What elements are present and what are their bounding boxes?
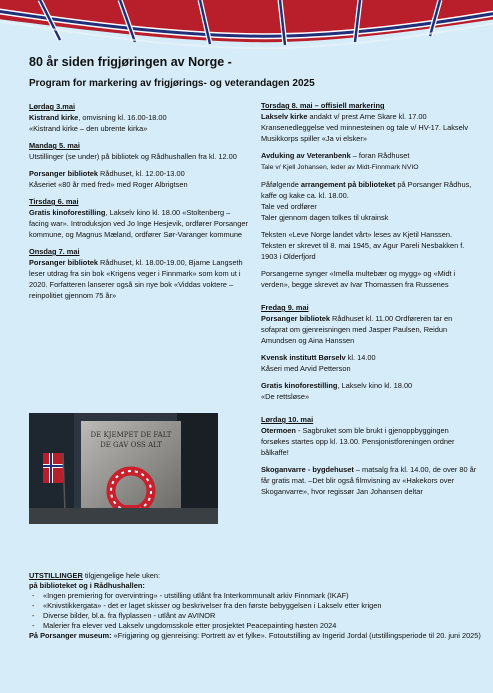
event-text: - Sagbruket som ble brukt i gjenoppbyggingen forsøkes startes opp kl. 13.00. Pensjonistforeningen ordner bålkaffe! bbox=[261, 426, 455, 457]
event-block bbox=[29, 168, 251, 190]
venue: På Porsanger museum: bbox=[29, 631, 112, 640]
venue: Gratis kinoforestilling bbox=[261, 381, 338, 390]
venue: Kistrand kirke bbox=[29, 113, 79, 122]
section-text: «Frigjøring og gjenreising: Portrett av et fylke». Fotoutstilling av Ingerid Jordal (utstillingsperiode til 20. juni 2025) bbox=[111, 631, 481, 640]
event-block bbox=[261, 352, 479, 374]
event-text: Rådhuset, kl. 12.00-13.00 bbox=[98, 169, 185, 178]
venue: Kvensk institutt Børselv bbox=[261, 353, 346, 362]
date-heading: Mandag 5. mai bbox=[29, 141, 80, 150]
event-text: Rådhuset kl. 11.00 Ordføreren tar en sofaprat om gjenreisningen med Jasper Paulsen, Reidun Amundsen og Aina Hanssen bbox=[261, 314, 453, 345]
event-block bbox=[261, 150, 479, 173]
venue: Porsanger bibliotek bbox=[261, 314, 330, 323]
date-heading: Lørdag 10. mai bbox=[261, 415, 314, 424]
venue: Porsanger bibliotek bbox=[29, 258, 98, 267]
event-text: , Lakselv kino kl. 18.00 «Stoltenberg – facing war». Introduksjon ved Jo Inge Hesjevik, ordfører Porsanger kommune, og Magnus Mæland, ordfører Sør-Varanger kommune bbox=[29, 208, 248, 239]
event-text: – foran Rådhuset bbox=[350, 151, 410, 160]
exhibition-list bbox=[29, 591, 484, 631]
event-text: Utstillinger (se under) på bibliotek og Rådhushallen fra kl. 12.00 bbox=[29, 152, 237, 161]
event-block bbox=[261, 100, 479, 144]
venue: arrangement på biblioteket bbox=[300, 180, 396, 189]
event-block bbox=[261, 229, 479, 262]
event-block bbox=[261, 380, 479, 402]
memorial-photo bbox=[29, 413, 218, 524]
event-text: Rådhuset, kl. 18.00-19.00, Bjarne Langseth leser utdrag fra sin bok «Krigens veger i Finnmark» som kom ut i 2020. Forfatteren lanserer også sin nye bok «Viddas voktere – reinpolitiet gjennom 75 år» bbox=[29, 258, 243, 300]
event-text: Teksten «Leve Norge landet vårt» leses av Kjetil Hanssen. Teksten er skrevet til 8. mai 1945, av Agur Pareli Nesbakken f. 1903 i Olderfjord bbox=[261, 230, 465, 261]
venue: Lakselv kirke bbox=[261, 112, 308, 121]
event-block bbox=[29, 140, 251, 162]
section-text: tilgjengelige hele uken: bbox=[82, 571, 161, 580]
list-item: - «Knivstikkergata» - det er laget skisser og beskrivelser fra den første bebyggelsen i Lakselv etter krigen bbox=[29, 601, 484, 611]
page-title: 80 år siden frigjøringen av Norge - bbox=[29, 55, 232, 69]
event-text: på Porsanger Rådhus, kaffe og kake ca. kl. 18.00. bbox=[261, 180, 472, 200]
event-text: «Kistrand kirke – den ubrente kirka» bbox=[29, 124, 148, 133]
event-text: Kåseriet «80 år med fred» med Roger Albrigtsen bbox=[29, 180, 188, 189]
date-heading: Tirsdag 6. mai bbox=[29, 197, 79, 206]
list-item: - «Ingen premiering for overvintring» - utstilling utlånt fra Interkommunalt arkiv Finnmark (IKAF) bbox=[29, 591, 484, 601]
list-item: - Diverse bilder, bl.a. fra flyplassen - utlånt av AVINOR bbox=[29, 611, 484, 621]
event-block bbox=[29, 246, 251, 301]
event-block bbox=[261, 179, 479, 223]
event-text: Påfølgende bbox=[261, 180, 301, 189]
date-heading: Onsdag 7. mai bbox=[29, 247, 80, 256]
event-block bbox=[261, 302, 479, 346]
venue: Otermoen bbox=[261, 426, 296, 435]
event-text: Taler gjennom dagen tolkes til ukrainsk bbox=[261, 213, 389, 222]
page-subtitle: Program for markering av frigjørings- og veterandagen 2025 bbox=[29, 78, 315, 89]
event-text: andakt v/ prest Arne Skare kl. 17.00 Kransenedleggelse ved minnesteinen og tale v/ HV-17. Lakselv Musikkorps spiller «Ja vi elsker» bbox=[261, 112, 469, 143]
event-block bbox=[29, 101, 251, 134]
event-text: – matsalg fra kl. 14.00, de over 80 år får gratis mat. –Det blir også filmvisning av «Hakekors over Skoganvarre», hvor regissør Jan Johansen deltar bbox=[261, 465, 477, 496]
event-block bbox=[261, 268, 479, 290]
venue: Porsanger bibliotek bbox=[29, 169, 98, 178]
list-item: - Malerier fra elever ved Lakselv ungdomsskole etter prosjektet Peacepainting høsten 2024 bbox=[29, 621, 484, 631]
section-heading: UTSTILLINGER bbox=[29, 571, 83, 580]
exhibitions-section bbox=[29, 571, 484, 641]
section-subheading: på biblioteket og i Rådhushallen: bbox=[29, 581, 145, 590]
flag-banner bbox=[0, 0, 493, 52]
event-text: , omvisning kl. 16.00-18.00 bbox=[78, 113, 167, 122]
event-text: Kåseri med Arvid Petterson bbox=[261, 364, 351, 373]
date-heading: Torsdag 8. mai – offisiell markering bbox=[261, 101, 385, 110]
right-column bbox=[261, 100, 479, 503]
event-text: , Lakselv kino kl. 18.00 bbox=[337, 381, 413, 390]
memorial-inscription: DE GAV OSS ALT bbox=[100, 441, 162, 449]
date-heading: Lørdag 3.mai bbox=[29, 102, 75, 111]
venue: Avduking av Veteranbenk bbox=[261, 151, 351, 160]
event-text: kl. 14.00 bbox=[345, 353, 376, 362]
left-column bbox=[29, 101, 251, 307]
memorial-inscription: DE KJEMPET DE FALT bbox=[90, 431, 172, 439]
event-text: Tale v/ Kjell Johansen, leder av Midt-Finnmark NVIO bbox=[261, 164, 419, 171]
event-block bbox=[261, 464, 479, 497]
event-block bbox=[261, 414, 479, 458]
venue: Gratis kinoforestilling bbox=[29, 208, 106, 217]
event-text: «De rettsløse» bbox=[261, 392, 310, 401]
venue: Skoganvarre - bygdehuset bbox=[261, 465, 354, 474]
event-block bbox=[29, 196, 251, 240]
event-text: Porsangerne synger «Imella multebær og mygg» og «Midt i verden», begge skrevet av Ivar Thomassen fra Russenes bbox=[261, 269, 456, 289]
event-text: Tale ved ordfører bbox=[261, 202, 317, 211]
date-heading: Fredag 9. mai bbox=[261, 303, 309, 312]
